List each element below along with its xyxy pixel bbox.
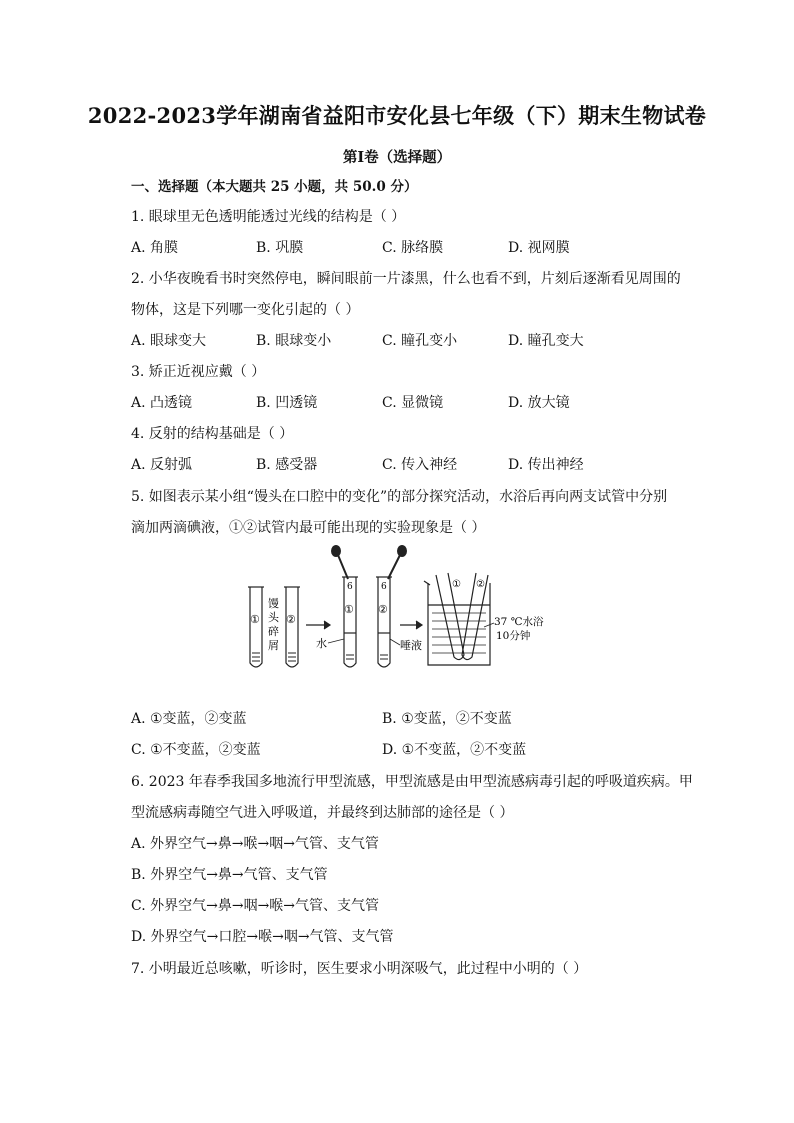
option-d: D. 视网膜 [508, 240, 570, 256]
option-b: B. 眼球变小 [256, 333, 332, 349]
label-tube-2: ② [286, 613, 296, 626]
option-a: A. 凸透镜 [131, 395, 193, 411]
label-bread-2: 头 [268, 611, 279, 624]
question-3-text: 3. 矫正近视应戴（ ） [131, 364, 266, 380]
option-b: B. 巩膜 [256, 240, 304, 256]
question-5-text: 5. 如图表示某小组“馒头在口腔中的变化”的部分探究活动，水浴后再向两支试管中分别 [131, 489, 668, 505]
label-bath-tube-2: ② [476, 579, 485, 590]
label-saliva: 唾液 [400, 639, 422, 652]
label-tube-3: ① [344, 603, 354, 616]
option-c: C. 瞳孔变小 [382, 333, 458, 349]
question-6-text: 6. 2023 年春季我国多地流行甲型流感，甲型流感是由甲型流感病毒引起的呼吸道疾病。甲 [131, 774, 693, 790]
question-2-text-cont: 物体，这是下列哪一变化引起的（ ） [131, 302, 360, 318]
volume-subtitle: 第I卷（选择题） [342, 149, 452, 166]
option-b: B. 感受器 [256, 457, 318, 473]
label-bread-4: 屑 [268, 639, 279, 652]
question-1-text: 1. 眼球里无色透明能透过光线的结构是（ ） [131, 209, 406, 225]
option-b: B. 凹透镜 [256, 395, 318, 411]
question-6-option-c: C. 外界空气→鼻→咽→喉→气管、支气管 [131, 898, 380, 914]
option-d: D. ①不变蓝，②不变蓝 [382, 742, 527, 758]
option-d: D. 传出神经 [508, 457, 584, 473]
option-c: C. 脉络膜 [382, 240, 444, 256]
option-c: C. 显微镜 [382, 395, 444, 411]
label-water: 水 [316, 637, 327, 650]
option-a: A. 角膜 [131, 240, 179, 256]
question-2-text: 2. 小华夜晚看书时突然停电，瞬间眼前一片漆黑，什么也看不到，片刻后逐渐看见周围的 [131, 271, 681, 287]
question-6-option-d: D. 外界空气→口腔→喉→咽→气管、支气管 [131, 929, 394, 945]
section-heading: 一、选择题（本大题共 25 小题，共 50.0 分） [131, 179, 418, 195]
option-a: A. 眼球变大 [131, 333, 207, 349]
label-drop-1: 6 [347, 582, 353, 592]
question-4-text: 4. 反射的结构基础是（ ） [131, 426, 294, 442]
dropper-bulb-2 [397, 545, 407, 557]
dropper-1 [338, 555, 348, 579]
option-d: D. 放大镜 [508, 395, 570, 411]
question-6-option-a: A. 外界空气→鼻→喉→咽→气管、支气管 [131, 836, 379, 852]
exam-title: 2022-2023学年湖南省益阳市安化县七年级（下）期末生物试卷 [87, 103, 707, 128]
test-tube-1 [250, 587, 262, 667]
option-a: A. 反射弧 [131, 457, 193, 473]
question-4-options [0, 456, 794, 474]
label-tube-1: ① [250, 613, 260, 626]
label-bread-3: 碎 [268, 625, 279, 638]
option-c: C. 传入神经 [382, 457, 458, 473]
dropper-2 [388, 555, 400, 579]
option-c: C. ①不变蓝，②变蓝 [131, 742, 261, 758]
question-6-option-b: B. 外界空气→鼻→气管、支气管 [131, 867, 328, 883]
question-2-options [0, 332, 794, 350]
question-5-options-row2 [0, 741, 794, 759]
question-5-text-cont: 滴加两滴碘液，①②试管内最可能出现的实验现象是（ ） [131, 520, 486, 536]
option-b: B. ①变蓝，②不变蓝 [382, 711, 512, 727]
label-tube-4: ② [378, 603, 388, 616]
question-5-options-row1 [0, 710, 794, 728]
label-bath-time: 10分钟 [496, 630, 531, 642]
option-a: A. ①变蓝，②变蓝 [131, 711, 247, 727]
label-bath-tube-1: ① [452, 579, 461, 590]
question-7-text: 7. 小明最近总咳嗽，听诊时，医生要求小明深吸气，此过程中小明的（ ） [131, 961, 588, 977]
label-bread-1: 馒 [268, 597, 279, 610]
label-drop-2: 6 [381, 582, 387, 592]
experiment-figure [240, 545, 560, 675]
test-tube-2 [286, 587, 298, 667]
question-3-options [0, 394, 794, 412]
question-1-options [0, 239, 794, 257]
option-d: D. 瞳孔变大 [508, 333, 584, 349]
question-6-text-cont: 型流感病毒随空气进入呼吸道，并最终到达肺部的途径是（ ） [131, 805, 514, 821]
dropper-bulb-1 [331, 545, 341, 557]
label-bath-temp: 37 ℃水浴 [494, 616, 544, 628]
